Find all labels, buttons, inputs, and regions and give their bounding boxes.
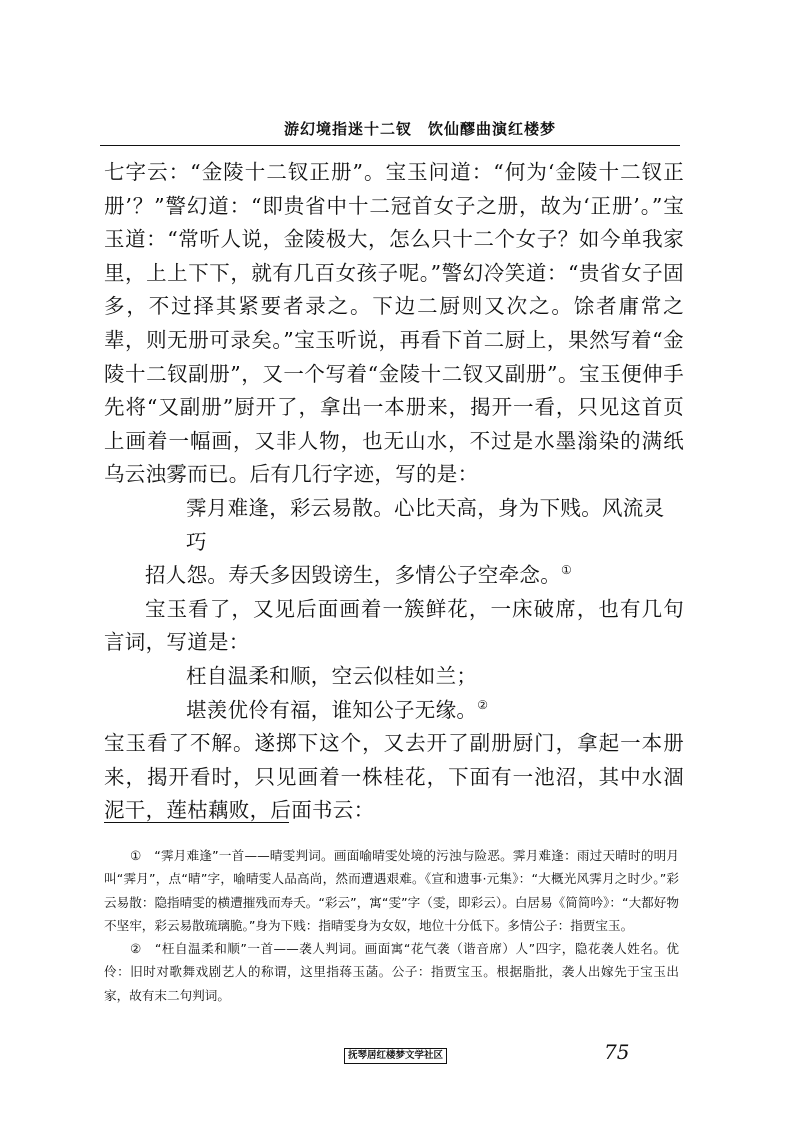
footnotes [104, 844, 679, 1007]
paragraph-1: 七字云：“金陵十二钗正册”。宝玉问道：“何为‘金陵十二钗正册’？”警幻道：“即贵省中十二冠首女子之册，故为‘正册’。”宝玉道：“常听人说，金陵极大，怎么只十二个女子？如今单我家里，上上下下，就有几百女孩子呢。”警幻冷笑道：“贵省女子固多，不过择其紧要者录之。下边二厨则又次之。馀者庸常之辈，则无册可录矣。”宝玉听说，再看下首二厨上，果然写着“金陵十二钗副册”，又一个写着“金陵十二钗又副册”。宝玉便伸手先将“又副册”厨开了，拿出一本册来，揭开一看，只见这首页上画着一幅画，又非人物，也无山水，不过是水墨滃染的满纸乌云浊雾而已。后有几行字迹，写的是： [104, 160, 684, 487]
footnote-2: ② “枉自温柔和顺”一首——袭人判词。画面寓“花气袭（谐音席）人”四字，隐花袭人姓名。优伶：旧时对歌舞戏剧艺人的称谓，这里指蒋玉菡。公子：指贾宝玉。根据脂批，袭人出嫁先于宝玉出家，故有末二句判词。 [104, 941, 679, 1003]
community-stamp: 抚琴居红楼梦文学社区 [344, 1048, 447, 1064]
page-number: 75 [604, 1040, 630, 1064]
poem-1-line-1-text: 霁月难逢，彩云易散。心比天高，身为下贱。风流灵巧 [186, 495, 665, 554]
footnote-rule [104, 822, 289, 823]
poem-qingwen [104, 492, 684, 593]
poem-1-line-1 [104, 492, 684, 559]
footnote-ref-2[interactable]: ② [477, 697, 489, 712]
poem-2-line-2 [104, 694, 684, 728]
paragraph-3: 宝玉看了不解。遂掷下这个，又去开了副册厨门，拿起一本册来，揭开看时，只见画着一株桂花，下面有一池沼，其中水涸泥干，莲枯藕败，后面书云： [104, 731, 684, 823]
footnote-ref-1[interactable]: ① [561, 563, 573, 578]
running-header: 游幻境指迷十二钗 饮仙醪曲演红楼梦 [283, 120, 556, 138]
poem-2-line-2-text: 堪羡优伶有福，谁知公子无缘。 [186, 697, 478, 722]
header-rule [100, 145, 680, 146]
poem-1-line-2 [104, 559, 684, 593]
paragraph-2: 宝玉看了，又见后面画着一簇鲜花，一床破席，也有几句言词，写道是： [104, 596, 684, 655]
poem-2-line-1-text: 枉自温柔和顺，空云似桂如兰； [186, 663, 478, 688]
poem-xiren [104, 660, 684, 727]
main-text [104, 156, 684, 828]
poem-1-line-2-text: 招人怨。寿夭多因毁谤生，多情公子空牵念。 [145, 563, 561, 588]
poem-2-line-1 [104, 660, 684, 694]
footnote-1: ① “霁月难逢”一首——晴雯判词。画面喻晴雯处境的污浊与险恶。霁月难逢：雨过天晴时的明月叫“霁月”，点“晴”字，喻晴雯人品高尚，然而遭遇艰难。《宣和遗事·元集》：“大概光风霁月之时少。”彩云易散：隐指晴雯的横遭摧残而寿夭。“彩云”，寓“雯”字（雯，即彩云）。白居易《简简吟》：“大都好物不坚牢，彩云易散琉璃脆。”身为下贱：指晴雯身为女奴，地位十分低下。多情公子：指贾宝玉。 [104, 848, 679, 933]
